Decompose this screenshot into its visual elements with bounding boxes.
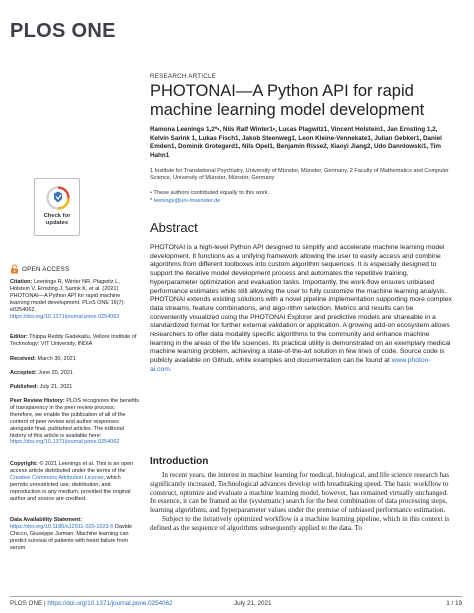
introduction-heading: Introduction	[150, 456, 209, 467]
data-availability-link[interactable]: https://doi.org/10.1186/s12911-020-1023-5	[10, 523, 114, 530]
received-block	[10, 356, 140, 363]
badge-line-2: updates	[45, 219, 69, 226]
open-access-text: OPEN ACCESS	[22, 265, 70, 273]
corresponding-marker: *	[150, 197, 154, 204]
accepted-label: Accepted:	[10, 370, 37, 376]
editor-text: Thippa Reddy Gadekallu, Vellore Institute of Technology: VIT University, INDIA	[10, 334, 137, 347]
published-date: July 21, 2021	[38, 384, 73, 390]
corresponding-author-note	[150, 198, 450, 206]
badge-line-1: Check for	[43, 213, 71, 219]
introduction-paragraph-2: Subject to the iteratively optimized workflow is a machine learning pipeline, which in this context is defined as the sequence of algorithms subsequently applied to the data. To	[150, 515, 450, 533]
received-date: March 30, 2021	[36, 356, 76, 362]
footer-citation	[10, 600, 173, 607]
abstract-text	[150, 244, 452, 375]
article-title: PHOTONAI—A Python API for rapid machine learning model development	[150, 82, 425, 119]
website-link[interactable]: www.photon-ai.com	[150, 357, 431, 373]
footer-divider	[10, 596, 462, 597]
accepted-date: June 20, 2021	[36, 370, 73, 376]
article-type: RESEARCH ARTICLE	[150, 73, 217, 80]
license-link[interactable]: Creative Commons Attribution License	[10, 474, 104, 481]
peer-review-text: PLOS recognizes the benefits of transparency in the peer review process; therefore, we enable the publication of all of the content of peer review and author responses alongside final, published articles. The editorial history of this article is available here:	[10, 398, 140, 439]
received-label: Received:	[10, 356, 36, 362]
affiliations: 1 Institute for Translational Psychiatry, University of Münster, Münster, Germany, 2 Faculty of Mathematics and Computer Science, University of Münster, Münster, Germany	[150, 168, 449, 182]
peer-review-link[interactable]: https://doi.org/10.1371/journal.pone.0254062	[10, 439, 120, 446]
data-availability-label: Data Availability Statement:	[10, 517, 83, 523]
crossmark-icon	[46, 186, 70, 210]
introduction-text	[150, 471, 452, 533]
footer-doi-link[interactable]: https://doi.org/10.1371/journal.pone.0254062	[47, 600, 173, 607]
abstract-end: .	[169, 365, 172, 373]
citation-label: Citation:	[10, 279, 33, 285]
accepted-block	[10, 370, 140, 377]
badge-label	[35, 213, 79, 227]
editor-label: Editor:	[10, 334, 28, 340]
footer-separator: |	[42, 600, 48, 607]
citation-block	[10, 279, 140, 320]
copyright-label: Copyright:	[10, 461, 38, 467]
peer-review-block	[10, 398, 140, 446]
citation-text: Leenings R, Winter NR, Plagwitz L, Holstein V, Ernsting J, Sarink K, et al. (2021) PHOTONAI—A Python API for rapid machine learning model development. PLoS ONE 16(7): e0254062.	[10, 279, 125, 313]
introduction-paragraph-1: In recent years, the interest in machine learning for medical, biological, and life science research has significantly increased. Technological advances develop with breathtaking speed. The basic workflow to construct, optimize and evaluate a machine learning model, however, has remained virtually unchanged. In essence, it can be framed as the (systematic) search for the best combination of data processing steps, learning algorithms, and hyperparameter values under the premise of unbiased performance estimation.	[150, 471, 450, 514]
footer-date: July 21, 2021	[234, 600, 272, 607]
check-for-updates-badge[interactable]	[34, 178, 80, 236]
author-list: Ramona Leenings 1,2*•, Nils Ralf Winter1•, Lucas Plagwitz1, Vincent Holstein1, Jan Ernsting 1,2, Kelvin Sarink 1, Lukas Fisch1, Jakob Steenweg1, Leon Kleine-Vennekate1, Julian Gebker1, Daniel Emden1, Dominik Grotegerd1, Nils Opel1, Benjamin Risse2, Xiaoyi Jiang2, Udo Dannlowski1, Tim Hahn1	[150, 126, 442, 159]
data-availability-block	[10, 517, 140, 552]
corresponding-email-link[interactable]: leenings@uni-muenster.de	[153, 197, 221, 204]
copyright-text-end: , which permits unrestricted use, distribution, and reproduction in any medium, provided the original author and source are credited.	[10, 474, 131, 502]
open-access-label	[10, 264, 69, 274]
published-block	[10, 384, 140, 391]
copyright-text: © 2021 Leenings et al. This is an open access article distributed under the terms of the	[10, 461, 134, 474]
editor-block	[10, 334, 140, 348]
copyright-block	[10, 461, 140, 502]
data-availability-text-end: Davide Chicco, Giuseppe Jurman: Machine learning can predict survival of patients with heart failure from serum	[10, 523, 133, 551]
equal-contribution-note: • These authors contributed equally to this work.	[150, 190, 270, 196]
author-notes	[150, 190, 450, 205]
page-number: 1 / 19	[446, 600, 462, 607]
peer-review-label: Peer Review History:	[10, 398, 65, 404]
footer-journal: PLOS ONE	[10, 600, 43, 607]
abstract-paragraph: PHOTONAI is a high-level Python API designed to simplify and accelerate machine learning model development. It functions as a unifying framework allowing the user to easily access and combine algorithms from different toolboxes into custom algorithm sequences. It is especially designed to support the iterative model development process and automates the repetitive training, hyperparameter optimization and evaluation tasks. Importantly, the work-flow ensures unbiased performance estimates while still allowing the user to fully customize the machine learning analysis. PHOTONAI extends existing solutions with a novel pipeline implementation supporting more complex data streams, feature combinations, and algo-rithm selection. Metrics and results can be conveniently visualized using the PHOTONAI Explorer and predictive models are shareable in a standardized format for further external validation or application. A growing add-on ecosystem allows researchers to offer data modality specific algorithms to the community and enhance machine learning in the areas of the life sciences. Its practical utility is demonstrated on an exemplary medical machine learning problem, achieving a state-of-the-art solution in few lines of code. Source code is publicly available on Github, while examples and documentation can be found at	[150, 244, 452, 365]
published-label: Published:	[10, 384, 39, 390]
journal-logo[interactable]: PLOS ONE	[10, 20, 116, 42]
citation-doi-link[interactable]: https://doi.org/10.1371/journal.pone.0254062	[10, 313, 120, 320]
open-lock-icon	[10, 264, 19, 274]
abstract-heading: Abstract	[150, 220, 198, 235]
